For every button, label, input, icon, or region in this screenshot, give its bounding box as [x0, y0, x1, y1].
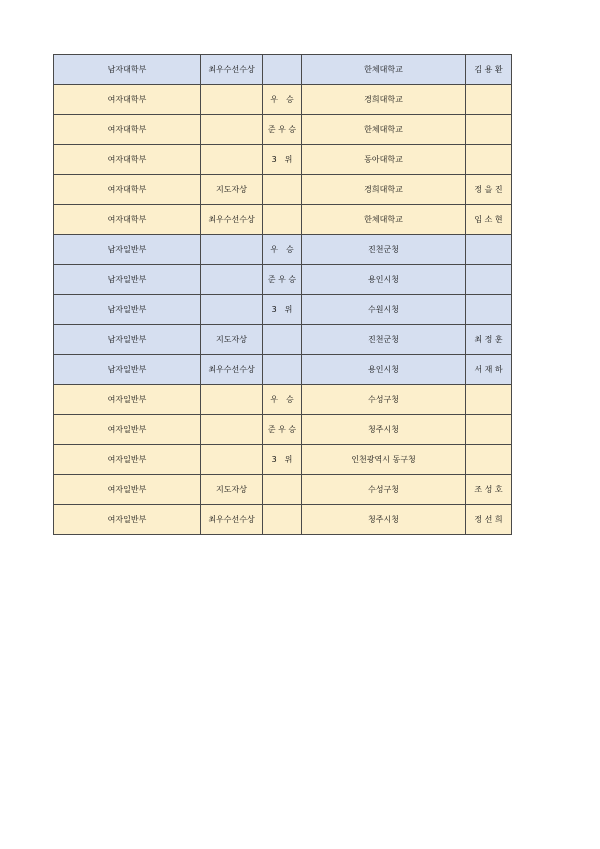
award-cell: [201, 265, 263, 295]
division-cell: 남자대학부: [54, 55, 201, 85]
division-cell: 여자일반부: [54, 415, 201, 445]
name-cell: [466, 445, 512, 475]
award-cell: [201, 445, 263, 475]
table-row: [54, 415, 512, 445]
division-cell: 여자대학부: [54, 175, 201, 205]
name-cell: [466, 295, 512, 325]
division-cell: 남자일반부: [54, 355, 201, 385]
team-cell: 용인시청: [302, 265, 466, 295]
table-row: [54, 55, 512, 85]
team-cell: 수원시청: [302, 295, 466, 325]
name-cell: [466, 85, 512, 115]
rank-cell: 우 승: [263, 85, 302, 115]
award-cell: [201, 85, 263, 115]
table-row: [54, 505, 512, 535]
rank-cell: [263, 175, 302, 205]
award-cell: 최우수선수상: [201, 355, 263, 385]
award-cell: [201, 145, 263, 175]
table-row: [54, 115, 512, 145]
rank-cell: 준 우 승: [263, 115, 302, 145]
award-cell: [201, 235, 263, 265]
division-cell: 남자일반부: [54, 235, 201, 265]
award-cell: 지도자상: [201, 325, 263, 355]
table-row: [54, 175, 512, 205]
award-cell: 최우수선수상: [201, 205, 263, 235]
results-table-body: [54, 55, 512, 535]
team-cell: 진천군청: [302, 325, 466, 355]
rank-cell: 우 승: [263, 385, 302, 415]
award-cell: 지도자상: [201, 175, 263, 205]
team-cell: 경희대학교: [302, 85, 466, 115]
team-cell: 청주시청: [302, 415, 466, 445]
division-cell: 여자대학부: [54, 205, 201, 235]
division-cell: 남자일반부: [54, 295, 201, 325]
table-row: [54, 295, 512, 325]
name-cell: 서 재 하: [466, 355, 512, 385]
name-cell: 김 용 환: [466, 55, 512, 85]
rank-cell: 3 위: [263, 295, 302, 325]
division-cell: 여자일반부: [54, 385, 201, 415]
award-cell: [201, 385, 263, 415]
table-row: [54, 235, 512, 265]
results-table: [53, 54, 512, 535]
team-cell: 한체대학교: [302, 55, 466, 85]
division-cell: 남자일반부: [54, 325, 201, 355]
rank-cell: 준 우 승: [263, 265, 302, 295]
rank-cell: [263, 205, 302, 235]
award-cell: [201, 295, 263, 325]
name-cell: 조 성 호: [466, 475, 512, 505]
name-cell: [466, 415, 512, 445]
division-cell: 여자대학부: [54, 145, 201, 175]
award-cell: 지도자상: [201, 475, 263, 505]
table-row: [54, 355, 512, 385]
table-row: [54, 145, 512, 175]
rank-cell: [263, 355, 302, 385]
rank-cell: [263, 325, 302, 355]
rank-cell: [263, 475, 302, 505]
table-row: [54, 445, 512, 475]
team-cell: 동아대학교: [302, 145, 466, 175]
name-cell: 정 을 진: [466, 175, 512, 205]
team-cell: 용인시청: [302, 355, 466, 385]
award-cell: 최우수선수상: [201, 55, 263, 85]
rank-cell: 3 위: [263, 145, 302, 175]
rank-cell: 3 위: [263, 445, 302, 475]
division-cell: 여자대학부: [54, 85, 201, 115]
team-cell: 한체대학교: [302, 205, 466, 235]
name-cell: [466, 265, 512, 295]
name-cell: [466, 145, 512, 175]
team-cell: 수성구청: [302, 475, 466, 505]
team-cell: 청주시청: [302, 505, 466, 535]
rank-cell: [263, 505, 302, 535]
table-row: [54, 265, 512, 295]
award-cell: [201, 415, 263, 445]
team-cell: 진천군청: [302, 235, 466, 265]
name-cell: [466, 235, 512, 265]
name-cell: [466, 385, 512, 415]
award-cell: 최우수선수상: [201, 505, 263, 535]
name-cell: 최 정 훈: [466, 325, 512, 355]
division-cell: 여자일반부: [54, 445, 201, 475]
rank-cell: 우 승: [263, 235, 302, 265]
team-cell: 수성구청: [302, 385, 466, 415]
division-cell: 여자일반부: [54, 505, 201, 535]
award-cell: [201, 115, 263, 145]
name-cell: 임 소 현: [466, 205, 512, 235]
table-row: [54, 385, 512, 415]
name-cell: 정 선 희: [466, 505, 512, 535]
name-cell: [466, 115, 512, 145]
table-row: [54, 205, 512, 235]
table-row: [54, 325, 512, 355]
table-row: [54, 475, 512, 505]
team-cell: 한체대학교: [302, 115, 466, 145]
team-cell: 경희대학교: [302, 175, 466, 205]
division-cell: 여자대학부: [54, 115, 201, 145]
rank-cell: [263, 55, 302, 85]
division-cell: 여자일반부: [54, 475, 201, 505]
team-cell: 인천광역시 동구청: [302, 445, 466, 475]
table-row: [54, 85, 512, 115]
division-cell: 남자일반부: [54, 265, 201, 295]
rank-cell: 준 우 승: [263, 415, 302, 445]
